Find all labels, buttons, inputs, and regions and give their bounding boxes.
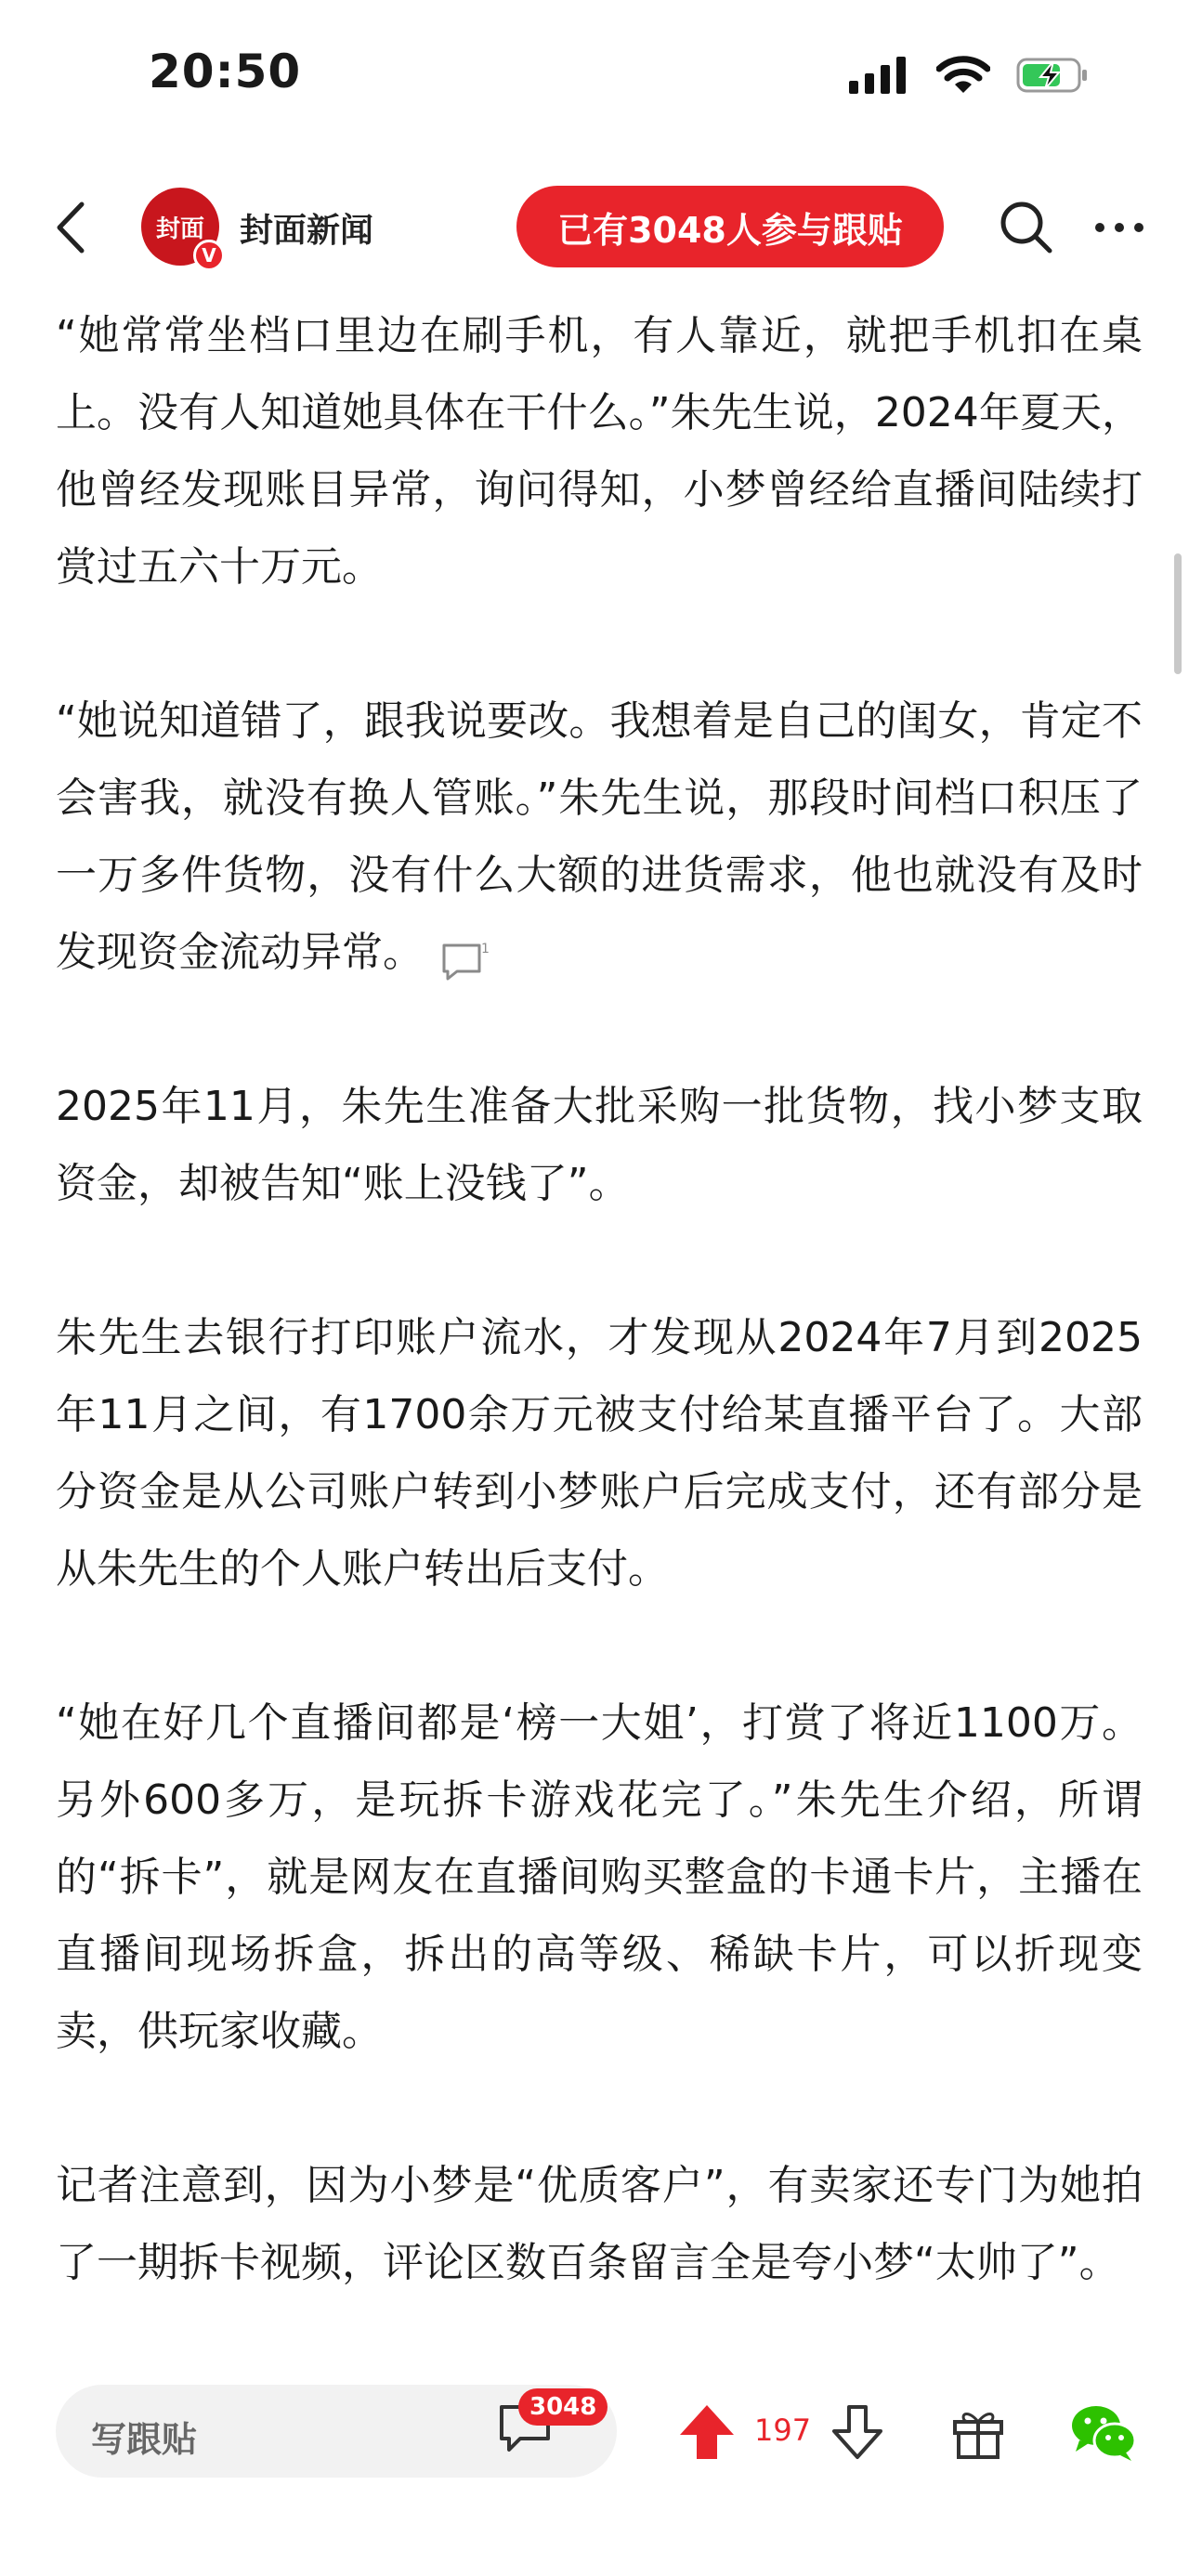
status-bar xyxy=(0,0,1189,158)
article-paragraph: “她在好几个直播间都是‘榜一大姐’，打赏了将近1100万。另外600多万，是玩拆卡游戏花完了。”朱先生介绍，所谓的“拆卡”，就是网友在直播间购买整盒的卡通卡片，主播在直播间现场拆盒，拆出的高等级、稀缺卡片，可以折现变卖，供玩家收藏。 xyxy=(56,1699,1143,2055)
search-button[interactable] xyxy=(994,195,1059,260)
gift-button[interactable] xyxy=(947,2401,1009,2463)
upvote-count: 197 xyxy=(754,2413,812,2448)
source-avatar-text: 封面 xyxy=(155,215,204,243)
back-button[interactable] xyxy=(45,195,100,260)
chevron-left-icon xyxy=(45,195,100,260)
upvote-button[interactable] xyxy=(676,2401,738,2463)
verified-badge-icon: V xyxy=(193,240,225,271)
article-paragraph: 朱先生去银行打印账户流水，才发现从2024年7月到2025年11月之间，有1700余万元被支付给某直播平台了。大部分资金是从公司账户转到小梦账户后完成支付，还有部分是从朱先生的个人账户转出后支付。 xyxy=(56,1314,1143,1593)
paragraph-comment-button[interactable] xyxy=(438,932,490,977)
bottom-action-bar xyxy=(0,2377,1189,2479)
gift-icon xyxy=(947,2401,1009,2463)
article-paragraph: 2025年11月，朱先生准备大批采购一批货物，找小梦支取资金，却被告知“账上没钱了”。 xyxy=(56,1083,1143,1207)
status-icons xyxy=(847,56,1089,95)
cellular-signal-icon xyxy=(847,57,910,94)
more-button[interactable] xyxy=(1087,195,1152,260)
more-dots-icon xyxy=(1087,195,1152,260)
article-body xyxy=(56,297,1143,2301)
status-time: 20:50 xyxy=(149,45,302,98)
downvote-button[interactable] xyxy=(827,2401,888,2463)
source-name[interactable]: 封面新闻 xyxy=(240,212,374,250)
paragraph-comment-icon xyxy=(438,940,490,984)
join-discussion-button[interactable]: 已有3048人参与跟贴 xyxy=(516,186,944,267)
paragraph-comment-count: 1 xyxy=(481,942,490,956)
article-paragraph xyxy=(56,683,1143,991)
battery-charging-icon xyxy=(1016,57,1089,94)
top-nav xyxy=(0,167,1189,288)
wifi-icon xyxy=(936,56,990,95)
search-icon xyxy=(994,195,1059,260)
source-avatar[interactable] xyxy=(141,188,219,266)
wechat-share-button[interactable] xyxy=(1068,2400,1139,2465)
downvote-arrow-icon xyxy=(827,2401,888,2463)
scrollbar[interactable] xyxy=(1174,553,1182,674)
reply-placeholder: 写跟贴 xyxy=(91,2419,198,2460)
article-paragraph: 记者注意到，因为小梦是“优质客户”，有卖家还专门为她拍了一期拆卡视频，评论区数百条留言全是夸小梦“太帅了”。 xyxy=(56,2162,1143,2286)
article-paragraph: “她常常坐档口里边在刷手机，有人靠近，就把手机扣在桌上。没有人知道她具体在干什么。”朱先生说，2024年夏天，他曾经发现账目异常，询问得知，小梦曾经给直播间陆续打赏过五六十万元。 xyxy=(56,312,1143,591)
article-paragraph-text: “她说知道错了，跟我说要改。我想着是自己的闺女，肯定不会害我，就没有换人管账。”朱先生说，那段时间档口积压了一万多件货物，没有什么大额的进货需求，他也就没有及时发现资金流动异常。 xyxy=(56,697,1143,976)
comment-count-badge: 3048 xyxy=(518,2388,608,2426)
upvote-arrow-icon xyxy=(676,2401,738,2463)
wechat-icon xyxy=(1068,2400,1139,2465)
